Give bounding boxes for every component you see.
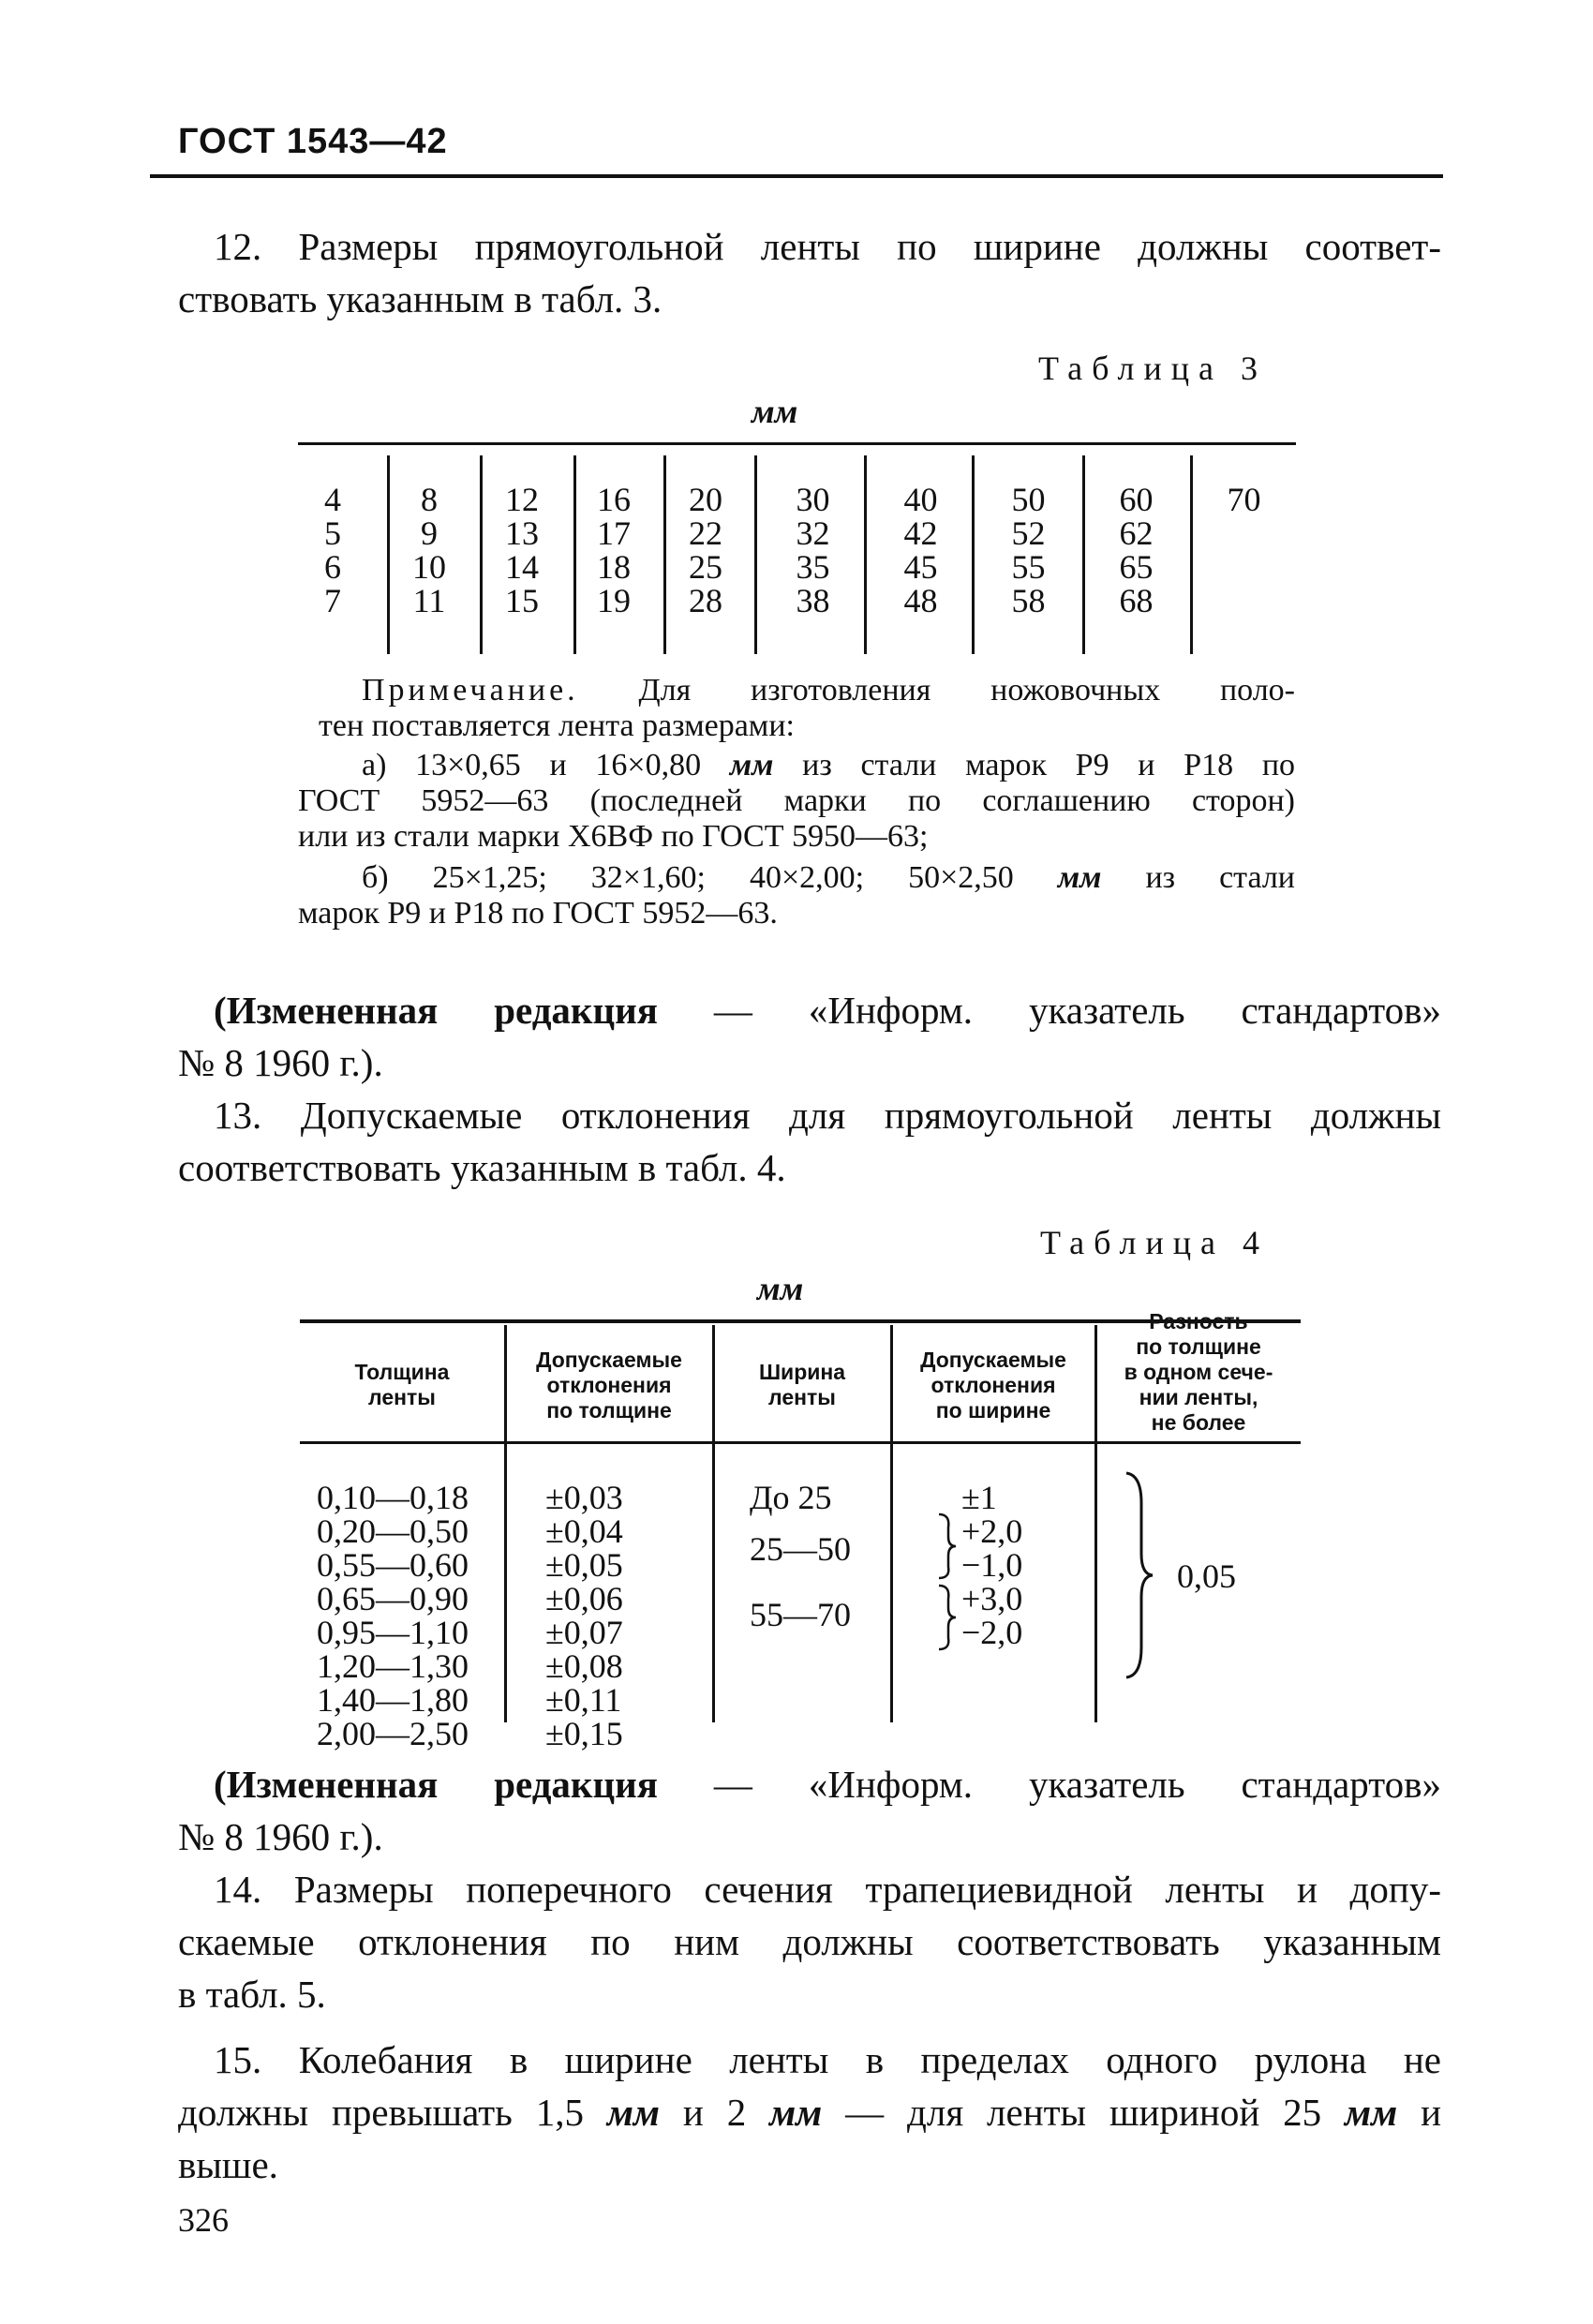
table4-thickness-column [317, 1481, 495, 1750]
table-row: ±0,05 [545, 1546, 623, 1584]
amendment-note-line2: № 8 1960 г.). [178, 1041, 383, 1084]
table4-divider [712, 1325, 715, 1722]
table4-unit: мм [757, 1270, 804, 1307]
table4-header-width-tolerance: Допускаемые отклонения по ширине [920, 1347, 1066, 1423]
note-item-a: а) 13×0,65 и 16×0,80 мм из стали марок Р9 и Р18 по [362, 748, 1296, 782]
table4-width-row: 55—70 [750, 1596, 851, 1633]
table3-title: Таблица 3 [1038, 350, 1267, 387]
p13-line1: 13. Допускаемые отклонения для прямоугольной ленты должны [214, 1094, 1441, 1137]
amendment-note: (Измененная редакция — «Информ. указатель стандартов» [214, 989, 1441, 1032]
note-item-a-line2: ГОСТ 5952—63 (последней марки по соглашению сторон) [298, 783, 1295, 818]
p14-line2: скаемые отклонения по ним должны соответствовать указанным [178, 1920, 1441, 1963]
table-row: 0,20—0,50 [317, 1512, 469, 1550]
note-line2: тен поставляется лента размерами: [319, 708, 795, 743]
table4-width-tolerance: +2,0 [961, 1512, 1023, 1550]
table4-header-thickness: Толщина ленты [354, 1360, 450, 1409]
table3-divider [1082, 455, 1085, 654]
table-row: ±0,06 [545, 1580, 623, 1617]
p12-line1: 12. Размеры прямоугольной ленты по ширине должны соответ- [214, 225, 1441, 268]
note-item-b: б) 25×1,25; 32×1,60; 40×2,00; 50×2,50 мм из стали [362, 860, 1296, 895]
table-row: 2,00—2,50 [317, 1715, 469, 1752]
table-row: 0,95—1,10 [317, 1614, 469, 1651]
note-item-b-line2: марок Р9 и Р18 по ГОСТ 5952—63. [298, 896, 778, 931]
table4-thickness-tolerance-column [545, 1481, 686, 1750]
table-row: 0,55—0,60 [317, 1546, 469, 1584]
table4-header-difference: Разность по толщине в одном сече- нии ленты, не более [1124, 1309, 1273, 1435]
p14-line1: 14. Размеры поперечного сечения трапециевидной ленты и допу- [214, 1868, 1441, 1911]
table4-width-tolerance: ±1 [961, 1479, 997, 1516]
table-row: ±0,07 [545, 1614, 623, 1651]
table-row: ±0,15 [545, 1715, 623, 1752]
table3-column: 60 62 65 68 [1119, 481, 1154, 619]
table3-divider [387, 455, 390, 654]
table3-column: 30 32 35 38 [796, 481, 830, 619]
table4-width-tolerance: +3,0 [961, 1580, 1023, 1617]
table3-column: 50 52 55 58 [1011, 481, 1046, 619]
amendment-note-line2: № 8 1960 г.). [178, 1815, 383, 1858]
note-item-a-line3: или из стали марки Х6ВФ по ГОСТ 5950—63; [298, 819, 929, 854]
brace-icon [933, 1511, 958, 1653]
table4-header-rule [300, 1441, 1301, 1444]
table4-divider [504, 1325, 507, 1722]
table3-column: 70 [1227, 481, 1261, 518]
table3-divider [972, 455, 975, 654]
p13-line2: соответствовать указанным в табл. 4. [178, 1146, 786, 1189]
table-row: ±0,08 [545, 1647, 623, 1685]
table3-divider [754, 455, 757, 654]
table-row: 0,65—0,90 [317, 1580, 469, 1617]
table-row: 0,10—0,18 [317, 1479, 469, 1516]
p15-line3: выше. [178, 2143, 278, 2186]
table3-column: 8 9 10 11 [412, 481, 446, 619]
table4-width-tolerance: −2,0 [961, 1614, 1023, 1651]
table4-width-row: 25—50 [750, 1530, 851, 1568]
table4-divider [1094, 1325, 1097, 1722]
table3-divider [1190, 455, 1193, 654]
table3-divider [573, 455, 576, 654]
table-row: ±0,11 [545, 1681, 622, 1719]
table3-unit: мм [752, 393, 798, 430]
table3-divider [864, 455, 867, 654]
table3-column: 16 17 18 19 [597, 481, 631, 619]
amendment-note: (Измененная редакция — «Информ. указатель стандартов» [214, 1763, 1441, 1806]
document-header: ГОСТ 1543—42 [178, 122, 448, 161]
p15-line1: 15. Колебания в ширине ленты в пределах одного рулона не [214, 2038, 1441, 2081]
brace-icon [1121, 1469, 1158, 1681]
note-label: Примечание. [362, 673, 579, 708]
table3-column: 20 22 25 28 [689, 481, 722, 619]
table3-column: 4 5 6 7 [324, 481, 341, 619]
table3-top-rule [298, 442, 1296, 445]
table4-divider [890, 1325, 893, 1722]
p12-line2: ствовать указанным в табл. 3. [178, 277, 663, 320]
table3-divider [663, 455, 666, 654]
table-row: ±0,03 [545, 1479, 623, 1516]
table4-header-width: Ширина ленты [758, 1360, 846, 1409]
note-line1: Примечание. Для изготовления ножовочных поло- [362, 673, 1296, 708]
table-row: 1,20—1,30 [317, 1647, 469, 1685]
table4-width-tolerance: −1,0 [961, 1546, 1023, 1584]
table4-difference-value: 0,05 [1177, 1557, 1236, 1595]
header-divider [150, 174, 1443, 178]
table-row: 1,40—1,80 [317, 1681, 469, 1719]
page-number: 326 [178, 2201, 229, 2239]
table4-width-row: До 25 [750, 1479, 832, 1516]
table3-divider [480, 455, 483, 654]
p15-line2: должны превышать 1,5 мм и 2 мм — для ленты шириной 25 мм и [178, 2091, 1442, 2134]
table3-column: 12 13 14 15 [505, 481, 539, 619]
table3-column: 40 42 45 48 [903, 481, 938, 619]
table4-title: Таблица 4 [1040, 1224, 1269, 1261]
table-row: ±0,04 [545, 1512, 623, 1550]
table4-header-thickness-tolerance: Допускаемые отклонения по толщине [536, 1347, 682, 1423]
p14-line3: в табл. 5. [178, 1973, 326, 2016]
